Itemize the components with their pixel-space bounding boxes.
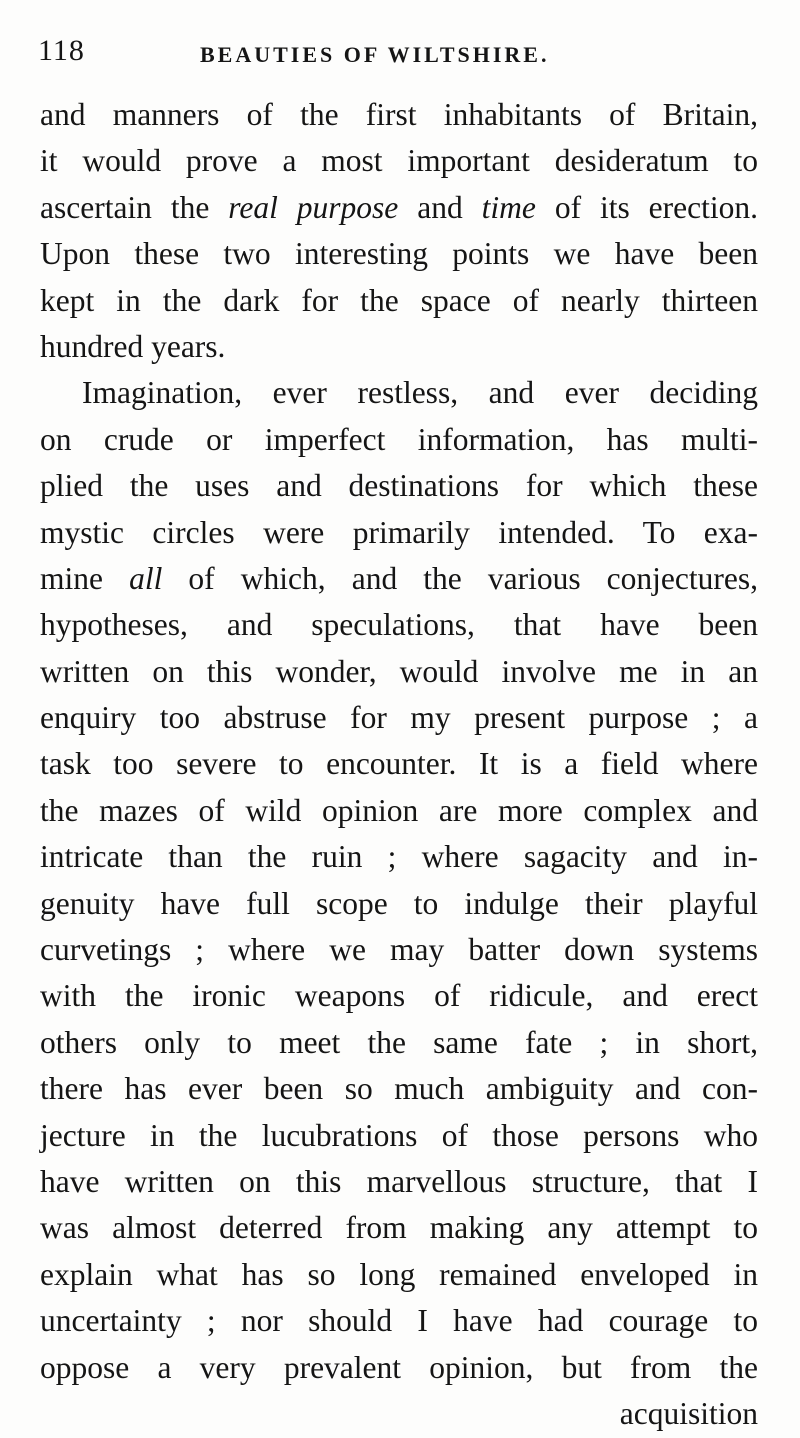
page-header [38,34,760,74]
running-title: BEAUTIES OF WILTSHIRE. [200,42,550,67]
text-line: hundred years. [40,328,226,364]
italic-phrase: time [481,189,536,225]
text-line [40,185,758,231]
text-line: others only to meet the same fate ; in short, [40,1024,758,1060]
text-segment: mine [40,560,130,596]
text-segment: and [398,189,482,225]
text-line: hypotheses, and speculations, that have been [40,607,758,643]
text-line: and manners of the first inhabitants of Britain, [40,97,758,132]
text-line: curvetings ; where we may batter down systems [40,932,758,968]
text-line: on crude or imperfect information, has multi- [40,421,758,457]
text-line: mystic circles were primarily intended. To exa- [40,514,758,550]
text-line [40,556,758,602]
text-line: kept in the dark for the space of nearly thirteen [40,282,758,318]
text-segment: of which, and the various conjectures, [162,560,758,596]
text-line: task too severe to encounter. It is a field where [40,746,758,782]
body-text [40,92,758,1437]
text-line: jecture in the lucubrations of those persons who [40,1117,758,1153]
text-line: it would prove a most important desideratum to [40,143,758,179]
text-line: enquiry too abstruse for my present purpose ; a [40,700,758,736]
text-line: there has ever been so much ambiguity and con- [40,1071,758,1107]
text-line: have written on this marvellous structure, that I [40,1163,758,1199]
italic-phrase: real purpose [228,189,399,225]
text-segment: ascertain the [40,189,229,225]
text-line: written on this wonder, would involve me in an [40,653,758,689]
text-line: the mazes of wild opinion are more complex and [40,792,758,828]
text-line: Upon these two interesting points we have been [40,236,758,272]
text-line: explain what has so long remained enveloped in [40,1256,758,1292]
text-segment: of its erection. [535,189,758,225]
text-line: intricate than the ruin ; where sagacity and in- [40,839,758,875]
text-line: with the ironic weapons of ridicule, and erect [40,978,758,1014]
page-number: 118 [38,34,85,67]
text-line: plied the uses and destinations for which these [40,468,758,504]
paragraph-first-line: Imagination, ever restless, and ever deciding [82,375,758,411]
text-line: oppose a very prevalent opinion, but from the [40,1349,758,1385]
text-line: genuity have full scope to indulge their playful [40,885,758,921]
text-line: uncertainty ; nor should I have had courage to [40,1303,758,1339]
text-line: was almost deterred from making any attempt to [40,1210,758,1246]
italic-phrase: all [129,560,163,596]
catchword: acquisition [619,1395,758,1431]
